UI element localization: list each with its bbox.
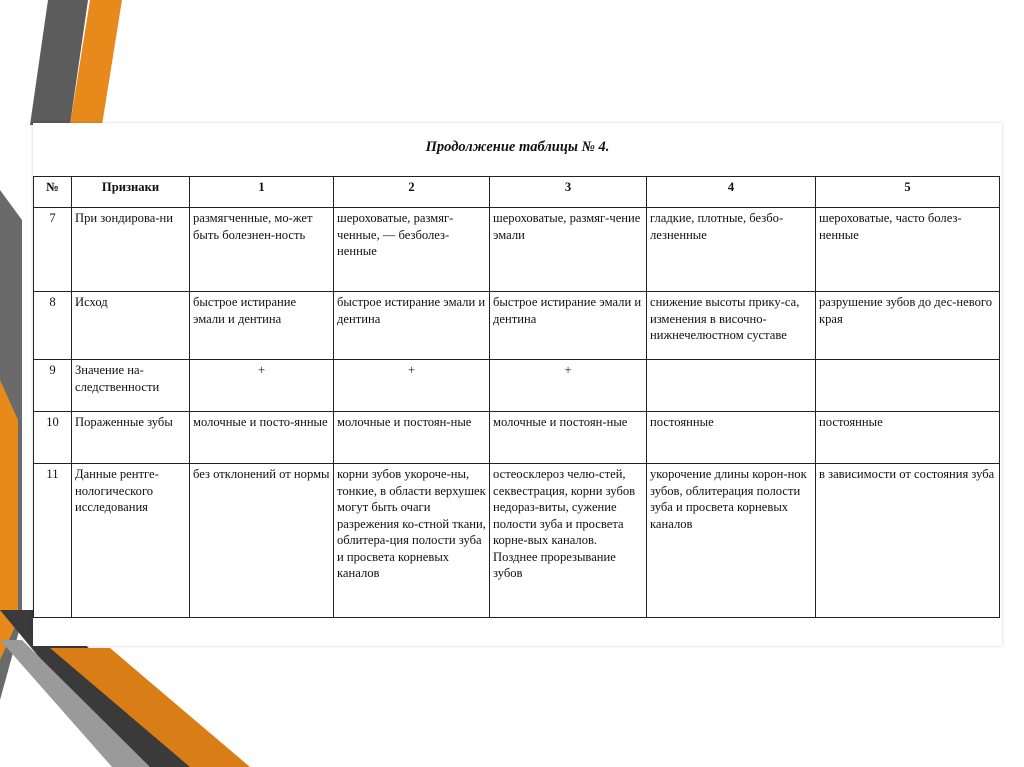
header-cell: 4 [647,177,816,208]
table-row [34,292,1000,360]
row-number: 11 [34,464,72,618]
header-cell: 3 [490,177,647,208]
row-number: 7 [34,208,72,292]
table-cell: молочные и постоян-ные [334,412,490,464]
table-cell: без отклонений от нормы [190,464,334,618]
table-cell: молочные и постоян-ные [490,412,647,464]
header-cell: Признаки [72,177,190,208]
row-feature: При зондирова-ни [72,208,190,292]
data-table [33,176,1000,618]
table-cell: быстрое истирание эмали и дентина [190,292,334,360]
table-cell: быстрое истирание эмали и дентина [334,292,490,360]
header-cell: 5 [816,177,1000,208]
table-cell: шероховатые, размяг-чение эмали [490,208,647,292]
header-cell: 2 [334,177,490,208]
table-cell: шероховатые, размяг-ченные, — безболез-ненные [334,208,490,292]
table-cell: в зависимости от состояния зуба [816,464,1000,618]
row-feature: Данные рентге-нологического исследования [72,464,190,618]
header-row [34,177,1000,208]
document-sheet [33,123,1002,646]
table-cell: + [490,360,647,412]
table-cell: + [334,360,490,412]
table-row [34,464,1000,618]
table-row [34,412,1000,464]
table-cell: быстрое истирание эмали и дентина [490,292,647,360]
table-cell [647,360,816,412]
table-cell: гладкие, плотные, безбо-лезненные [647,208,816,292]
row-feature: Значение на-следственности [72,360,190,412]
table-row [34,360,1000,412]
table-cell: молочные и посто-янные [190,412,334,464]
row-feature: Пораженные зубы [72,412,190,464]
table-cell: корни зубов укороче-ны, тонкие, в области верхушек могут быть очаги разрежения ко-стной ткани, облитера-ция полости зуба и просвета корневых каналов [334,464,490,618]
table-cell: снижение высоты прику-са, изменения в височно-нижнечелюстном суставе [647,292,816,360]
table-cell: остеосклероз челю-стей, секвестрация, корни зубов недораз-виты, сужение полости зуба и просвета корне-вых каналов. Позднее прорезывание зубов [490,464,647,618]
row-number: 9 [34,360,72,412]
table-cell: + [190,360,334,412]
table-cell: постоянные [816,412,1000,464]
table-cell [816,360,1000,412]
table-cell: постоянные [647,412,816,464]
header-cell: № [34,177,72,208]
row-number: 8 [34,292,72,360]
header-cell: 1 [190,177,334,208]
table-cell: шероховатые, часто болез-ненные [816,208,1000,292]
table-cell: укорочение длины корон-нок зубов, облитерация полости зуба и просвета корневых каналов [647,464,816,618]
table-caption: Продолжение таблицы № 4. [425,139,610,155]
row-number: 10 [34,412,72,464]
table-cell: размягченные, мо-жет быть болезнен-ность [190,208,334,292]
table-cell: разрушение зубов до дес-невого края [816,292,1000,360]
table-row [34,208,1000,292]
row-feature: Исход [72,292,190,360]
